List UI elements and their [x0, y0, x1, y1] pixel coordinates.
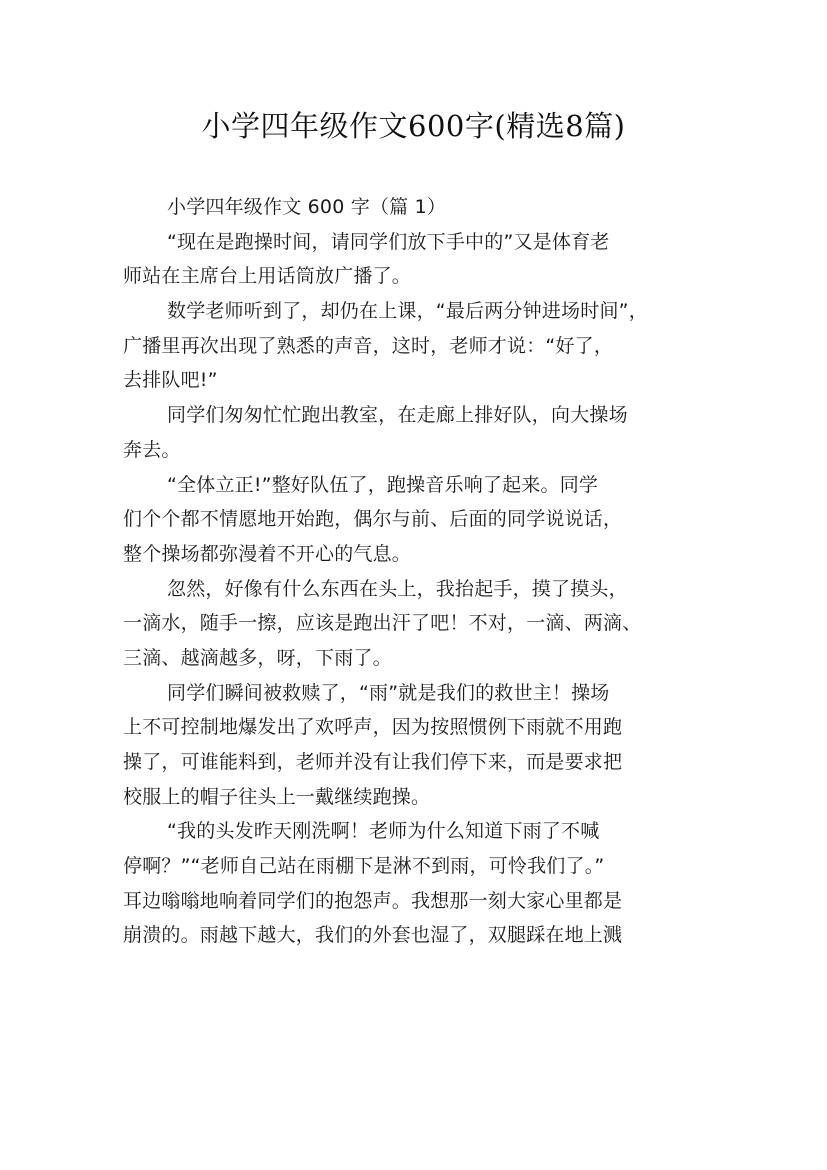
text-line: 数学老师听到了，却仍在上课，“最后两分钟进场时间”，	[167, 300, 648, 323]
text-line: 停啊？”“老师自己站在雨棚下是淋不到雨，可怜我们了。”	[123, 855, 605, 878]
text-line: 耳边嗡嗡地响着同学们的抱怨声。我想那一刻大家心里都是	[123, 889, 623, 912]
document-title: 小学四年级作文600字(精选8篇)	[201, 109, 626, 143]
text-line: 整个操场都弥漫着不开心的气息。	[123, 542, 412, 565]
document-body	[123, 190, 713, 953]
text-line: 上不可控制地爆发出了欢呼声，因为按照惯例下雨就不用跑	[123, 716, 623, 739]
text-line: 奔去。	[123, 438, 181, 461]
text-line: 三滴、越滴越多，呀，下雨了。	[123, 646, 392, 669]
text-line: 广播里再次出现了熟悉的声音，这时，老师才说：“好了，	[123, 334, 614, 357]
text-line: 小学四年级作文 600 字（篇 1）	[167, 196, 447, 218]
text-line: 忽然，好像有什么东西在头上，我抬起手，摸了摸头，	[167, 577, 628, 600]
text-line: 同学们匆匆忙忙跑出教室，在走廊上排好队，向大操场	[167, 404, 628, 427]
text-line: “全体立正!”整好队伍了，跑操音乐响了起来。同学	[167, 473, 599, 496]
text-line: 师站在主席台上用话筒放广播了。	[123, 265, 412, 288]
text-line: 们个个都不情愿地开始跑，偶尔与前、后面的同学说说话，	[123, 508, 623, 531]
text-line: 去排队吧!”	[123, 369, 218, 392]
text-line: 同学们瞬间被救赎了，“雨”就是我们的救世主！操场	[167, 681, 610, 704]
text-line: 一滴水，随手一擦，应该是跑出汗了吧！不对，一滴、两滴、	[123, 612, 642, 635]
text-line: 校服上的帽子往头上一戴继续跑操。	[123, 785, 431, 808]
text-line: 操了，可谁能料到，老师并没有让我们停下来，而是要求把	[123, 751, 623, 773]
text-line: “现在是跑操时间，请同学们放下手中的”又是体育老	[167, 230, 610, 253]
text-line: 崩溃的。雨越下越大，我们的外套也湿了，双腿踩在地上溅	[123, 924, 623, 947]
text-line: “我的头发昨天刚洗啊！老师为什么知道下雨了不喊	[167, 820, 600, 843]
